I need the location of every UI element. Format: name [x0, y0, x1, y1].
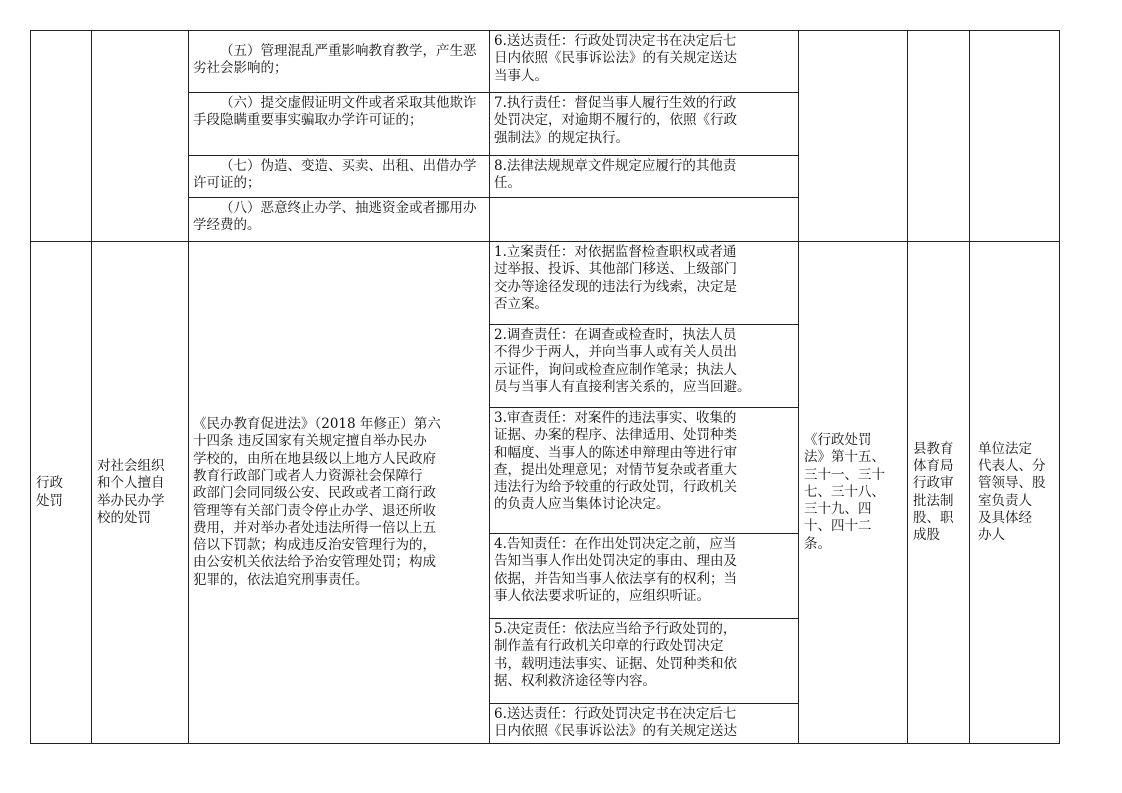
duty-item: 7.执行责任：督促当事人履行生效的行政 处罚决定，对逾期不履行的，依照《行政 强制法》的规定执行。 [489, 92, 799, 156]
item-name-text: 对社会组织 和个人擅自 举办民办学 校的处罚 [97, 457, 165, 526]
duty-basis-text: 《行政处罚 法》第十五、 三十一、三十 七、三十八、 三十九、四 十、四十二 条。 [804, 431, 885, 552]
duty-item [489, 197, 799, 242]
legal-basis-cell [188, 241, 490, 744]
duty-item: 3.审查责任：对案件的违法事实、收集的 证据、办案的程序、法律适用、处罚种类 和幅度、当事人的陈述申辩理由等进行审 查，提出处理意见；对情节复杂或者重大 违法行为给予较重的行政处罚，行政机关 的负责人应当集体讨论决定。 [489, 407, 799, 534]
duty-item: 5.决定责任：依法应当给予行政处罚的， 制作盖有行政机关印章的行政处罚决定 书，载明违法事实、证据、处罚种类和依 据、权利救济途径等内容。 [489, 618, 799, 704]
condition-item: （六）提交虚假证明文件或者采取其他欺诈手段隐瞒重要事实骗取办学许可证的； [188, 92, 490, 156]
legal-basis-text: 《民办教育促进法》（2018 年修正）第六 十四条 违反国家有关规定擅自举办民办 学校的，由所在地县级以上地方人民政府 教育行政部门或者人力资源社会保障行 政部门会同同级公安、民政或者工商行政 管理等有关部门责令停止办学、退还所收 费用，并对举办者处违法所得一倍以上五 倍以下罚款；构成违反治安管理行为的， 由公安机关依法给予治安管理处罚；构成 犯罪的，依法追究刑事责任。 [193, 416, 441, 588]
dept-cell [907, 241, 970, 744]
condition-item: （八）恶意终止办学、抽逃资金或者挪用办学经费的。 [188, 197, 490, 242]
category-cell-top [30, 30, 92, 242]
duty-item: 4.告知责任：在作出处罚决定之前，应当 告知当事人作出处罚决定的事由、理由及 依据，并告知当事人依法享有的权利；当 事人依法要求听证的，应组织听证。 [489, 533, 799, 619]
category-text: 行政 处罚 [36, 475, 63, 509]
responsible-cell-top [969, 30, 1060, 242]
duty-item: 6.送达责任：行政处罚决定书在决定后七 日内依照《民事诉讼法》的有关规定送达 当事人。 [489, 30, 799, 93]
duty-basis-cell [798, 241, 908, 744]
dept-cell-top [907, 30, 970, 242]
category-cell [30, 241, 92, 744]
item-name-cell [91, 241, 189, 744]
duty-item: 1.立案责任：对依据监督检查职权或者通 过举报、投诉、其他部门移送、上级部门 交办等途径发现的违法行为线索，决定是 否立案。 [489, 241, 799, 325]
duty-item: 8.法律法规规章文件规定应履行的其他责 任。 [489, 155, 799, 198]
duty-item: 2.调查责任：在调查或检查时，执法人员 不得少于两人，并向当事人或有关人员出 示证件，询问或检查应制作笔录；执法人 员与当事人有直接利害关系的，应当回避。 [489, 324, 799, 408]
responsible-text: 单位法定 代表人、分 管领导、股 室负责人 及具体经 办人 [978, 440, 1046, 544]
condition-item: （五）管理混乱严重影响教育教学，产生恶劣社会影响的； [188, 30, 490, 93]
dept-text: 县教育 体育局 行政审 批法制 股、职 成股 [913, 440, 954, 544]
item-name-cell-top [91, 30, 189, 242]
duty-item: 6.送达责任：行政处罚决定书在决定后七 日内依照《民事诉讼法》的有关规定送达 [489, 703, 799, 744]
responsible-cell [969, 241, 1060, 744]
duty-basis-cell-top [798, 30, 908, 242]
condition-item: （七）伪造、变造、买卖、出租、出借办学许可证的； [188, 155, 490, 198]
